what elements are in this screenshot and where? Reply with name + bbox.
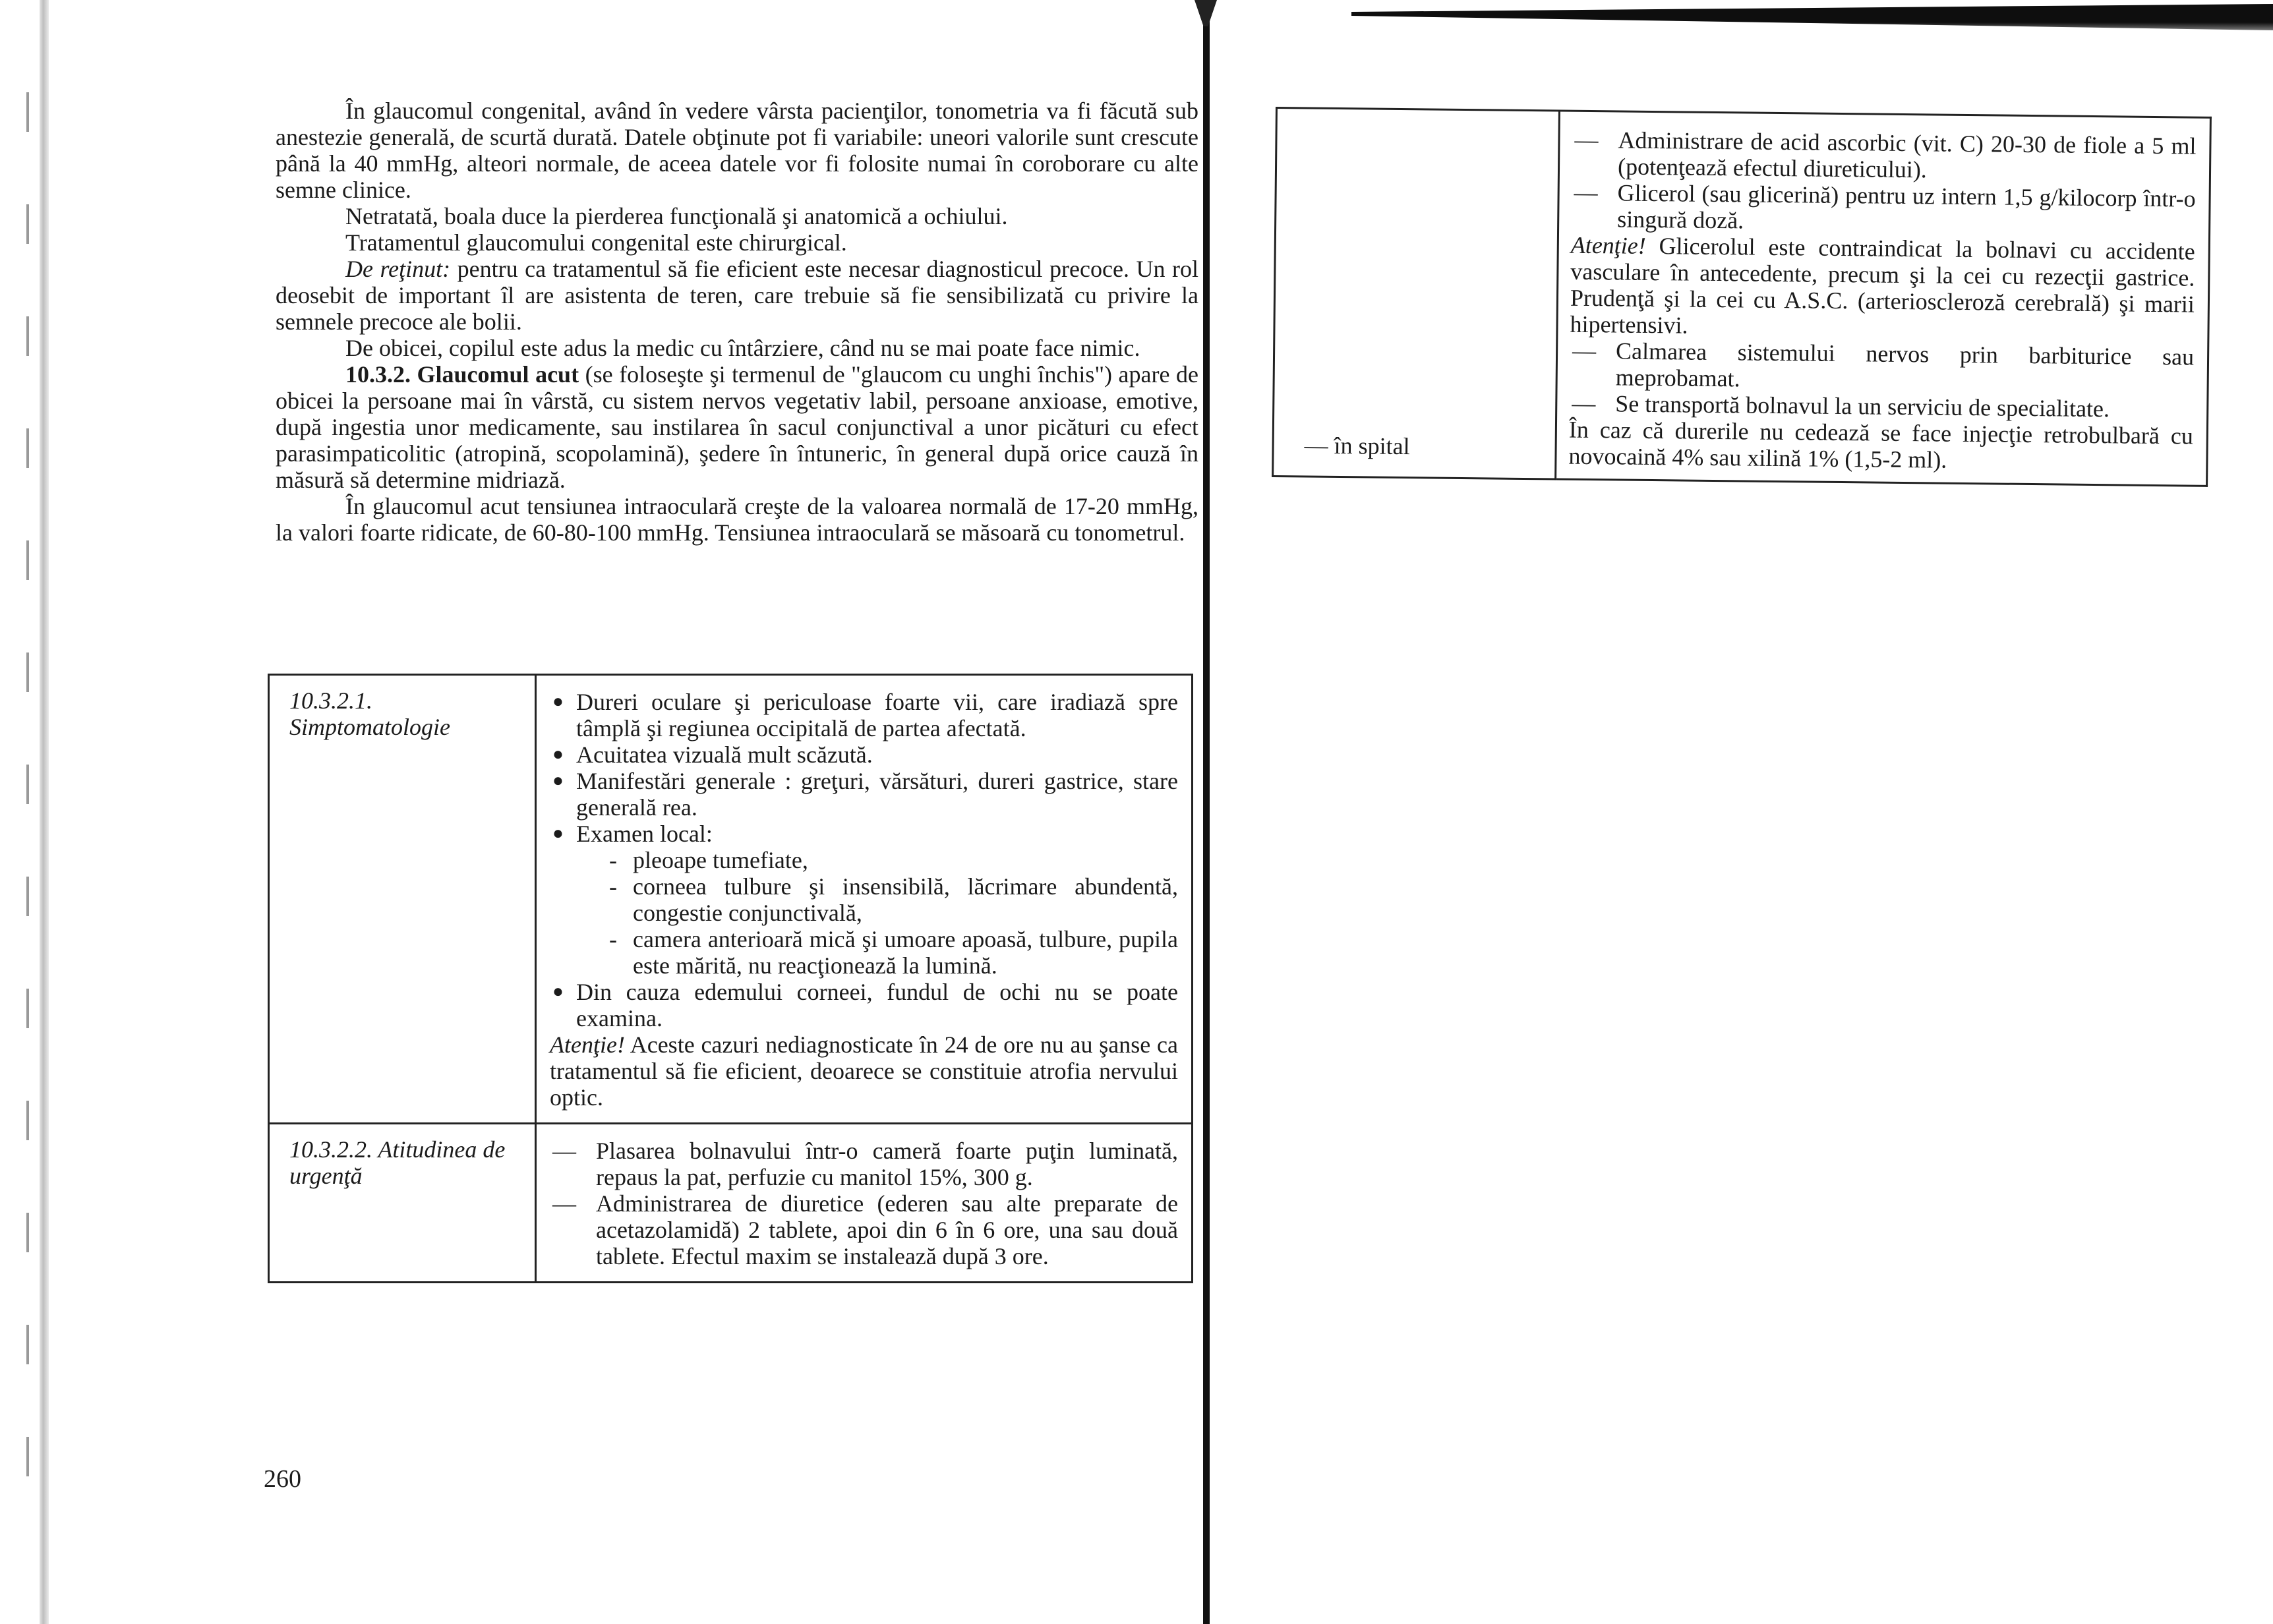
list-item: — Se transportă bolnavul la un serviciu de specialitate. xyxy=(1569,390,2193,423)
book-gutter xyxy=(1203,0,1210,1624)
paragraph-text: Netratată, boala duce la pierderea funcţională şi anatomică a ochiului. xyxy=(345,203,1008,229)
paragraph xyxy=(276,98,1198,203)
treatment-list xyxy=(1569,337,2194,423)
row-content xyxy=(536,1124,1193,1283)
table-row-emergency xyxy=(269,1124,1193,1283)
row-content xyxy=(1556,111,2211,486)
paragraph-text: În glaucomul acut tensiunea intraoculară creşte de la valoarea normală de 17-20 mmHg, la valori foarte ridicate, de 60-80-100 mmHg. Tensiunea intraoculară se măsoară cu tonometrul. xyxy=(276,493,1198,546)
list-item xyxy=(550,821,1178,979)
paragraph xyxy=(276,203,1198,229)
table-row xyxy=(1273,108,2211,486)
sub-list xyxy=(576,847,1178,979)
warning-note xyxy=(550,1031,1178,1111)
row-content xyxy=(536,675,1193,1124)
warning-label: Atenţie! xyxy=(550,1031,625,1058)
row-heading: 10.3.2.1. Simptomatologie xyxy=(269,675,536,1124)
symptom-list xyxy=(550,689,1178,1031)
list-item: — Glicerol (sau glicerină) pentru uz intern 1,5 g/kilocorp într-o singură doză. xyxy=(1571,179,2196,239)
table-row-symptoms xyxy=(269,675,1193,1124)
paragraph-text: pentru ca tratamentul să fie eficient este necesar diagnosticul precoce. Un rol deosebit de important îl are asistenta de teren, care trebuie să fie sensibilizată cu privire la semnele precoce ale bolii. xyxy=(276,256,1198,335)
page-number: 260 xyxy=(264,1465,301,1493)
list-item: ● Acuitatea vizuală mult scăzută. xyxy=(550,741,1178,768)
paragraph xyxy=(276,335,1198,361)
list-item: — Calmarea sistemului nervos prin barbiturice sau meprobamat. xyxy=(1570,337,2195,397)
body-text xyxy=(276,98,1198,546)
list-item-label: Examen local: xyxy=(576,821,713,847)
treatment-list xyxy=(1571,127,2197,239)
emergency-list xyxy=(550,1138,1178,1269)
list-item: — Plasarea bolnavului într-o cameră foarte puţin luminată, repaus la pat, perfuzie cu manitol 15%, 300 g. xyxy=(550,1138,1178,1190)
emphasis-text: De reţinut: xyxy=(345,256,451,282)
scan-edge-marks xyxy=(26,92,29,1542)
hospital-table xyxy=(1272,107,2212,487)
paragraph-text: În glaucomul congenital, având în vedere vârsta pacienţilor, tonometria va fi făcută sub anestezie generală, de scurtă durată. Datele obţinute pot fi variabile: uneori valorile sunt crescute până la 40 mmHg, alteori normale, de aceea datele vor fi folosite numai în coroborare cu alte semne clinice. xyxy=(276,98,1198,203)
paragraph-text: (se foloseşte şi termenul de "glaucom cu unghi închis") apare de obicei la persoane mai în vârstă, cu sistem nervos vegetativ labil, persoane anxioase, emotive, după ingestia unor medicamente, sau instilarea în sacul conjunctival a unor picături cu efect parasimpaticolitic (atropină, scopolamină), şedere în întuneric, în general după orice cauză în măsură să determine midriază. xyxy=(276,361,1198,493)
section-heading: 10.3.2. Glaucomul acut xyxy=(345,361,579,388)
final-note: În caz că durerile nu cedează se face injecţie retrobulbară cu novocaină 4% sau xilină 1% (1,5-2 ml). xyxy=(1568,416,2194,473)
sub-list-item: - camera anterioară mică şi umoare apoasă, tulbure, pupila este mărită, nu reacţionează la lumină. xyxy=(604,926,1178,979)
list-item: ● Din cauza edemului corneei, fundul de ochi nu se poate examina. xyxy=(550,979,1178,1031)
emergency-table xyxy=(268,674,1193,1283)
warning-text: Aceste cazuri nediagnosticate în 24 de ore nu au şanse ca tratamentul să fie eficient, deoarece se constituie atrofia nervului optic. xyxy=(550,1031,1178,1111)
paragraph xyxy=(276,256,1198,335)
paragraph-text: De obicei, copilul este adus la medic cu întârziere, când nu se mai poate face nimic. xyxy=(345,335,1140,361)
sub-list-item: - pleoape tumefiate, xyxy=(604,847,1178,873)
paragraph xyxy=(276,229,1198,256)
warning-text: Glicerolul este contraindicat la bolnavi cu accidente vasculare în antecedente, precum şi la cei cu rezecţii gastrice. Prudenţă şi la cei cu A.S.C. (arterioscleroză cerebrală) şi marii hipertensivi. xyxy=(1570,232,2195,339)
list-item: ● Manifestări generale : greţuri, vărsături, dureri gastrice, stare generală rea. xyxy=(550,768,1178,821)
paragraph xyxy=(276,361,1198,493)
scan-top-shadow xyxy=(1351,4,2273,30)
row-heading: — în spital xyxy=(1273,108,1560,479)
paragraph xyxy=(276,493,1198,546)
list-item: ● Dureri oculare şi periculoase foarte vii, care iradiază spre tâmplă şi regiunea occipitală de partea afectată. xyxy=(550,689,1178,741)
scan-edge-shadow xyxy=(40,0,49,1624)
list-item: — Administrare de acid ascorbic (vit. C) 20-30 de fiole a 5 ml (potenţează efectul diureticului). xyxy=(1572,127,2197,186)
list-item: — Administrarea de diuretice (ederen sau alte preparate de acetazolamidă) 2 tablete, apoi din 6 în 6 ore, una sau două tablete. Efectul maxim se instalează după 3 ore. xyxy=(550,1190,1178,1269)
paragraph-text: Tratamentul glaucomului congenital este chirurgical. xyxy=(345,229,847,256)
sub-list-item: - corneea tulbure şi insensibilă, lăcrimare abundentă, congestie conjunctivală, xyxy=(604,873,1178,926)
warning-note xyxy=(1570,232,2195,344)
warning-label: Atenţie! xyxy=(1570,231,1646,259)
row-heading: 10.3.2.2. Atitudinea de urgenţă xyxy=(269,1124,536,1283)
